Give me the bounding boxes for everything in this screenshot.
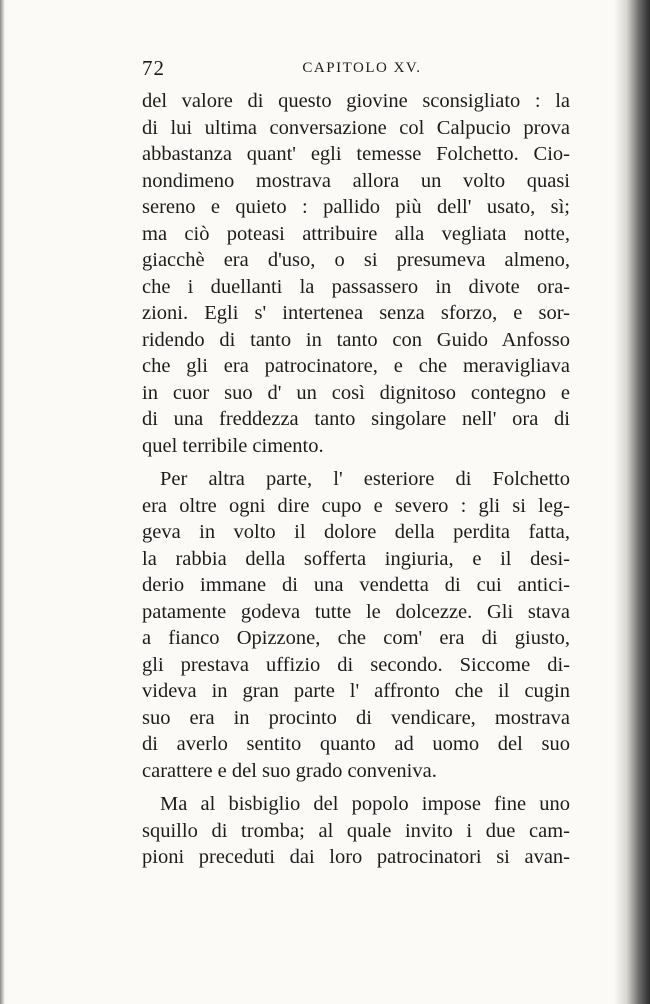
text-line: ma ciò poteasi attribuire alla vegliata notte, [142,222,570,245]
text-line: di lui ultima conversazione col Calpucio prova [142,116,570,139]
text-line: patamente godeva tutte le dolcezze. Gli stava [142,600,570,623]
running-title: CAPITOLO XV. [302,60,422,76]
text-line: gli prestava uffizio di secondo. Siccome di- [142,653,570,676]
text-line: in cuor suo d' un così dignitoso contegno e [142,381,570,404]
text-line: carattere e del suo grado conveniva. [142,759,437,782]
text-line: giacchè era d'uso, o si presumeva almeno, [142,249,570,271]
text-line: abbastanza quant' egli temesse Folchetto. Cio- [142,143,570,165]
text-line: era oltre ogni dire cupo e severo : gli si leg- [142,494,570,517]
text-line: derio immane di una vendetta di cui antici- [142,574,570,596]
text-line: la rabbia della sofferta ingiuria, e il desi- [142,547,570,570]
text-line: nondimeno mostrava allora un volto quasi [142,169,570,192]
page-shadow-left [0,0,5,1004]
text-line: zioni. Egli s' intertenea senza sforzo, e sor- [142,302,570,324]
text-line: che gli era patrocinatore, e che meravigliava [142,355,570,377]
body-text [142,88,570,871]
text-line: di una freddezza tanto singolare nell' ora di [142,408,570,430]
text-line: squillo di tromba; al quale invito i due cam- [142,819,570,842]
text-line: videva in gran parte l' affronto che il cugin [142,680,570,702]
text-line: di averlo sentito quanto ad uomo del suo [142,733,570,755]
book-spine-shadow [614,0,650,1004]
text-line: ridendo di tanto in tanto con Guido Anfosso [142,328,570,351]
text-line: pioni preceduti dai loro patrocinatori si avan- [142,846,570,868]
page-header [142,56,582,80]
page-number: 72 [142,56,165,80]
text-line: sereno e quieto : pallido più dell' usato, sì; [142,196,570,218]
text-line: quel terribile cimento. [142,434,324,457]
text-line: Ma al bisbiglio del popolo impose fine uno [160,793,570,815]
text-line: suo era in procinto di vendicare, mostrava [142,706,570,729]
text-line: geva in volto il dolore della perdita fatta, [142,521,570,543]
text-line: a fianco Opizzone, che com' era di giusto, [142,627,570,649]
text-line: Per altra parte, l' esteriore di Folchetto [160,468,570,490]
text-line: che i duellanti la passassero in divote ora- [142,275,570,298]
text-line: del valore di questo giovine sconsigliato : la [142,90,570,112]
